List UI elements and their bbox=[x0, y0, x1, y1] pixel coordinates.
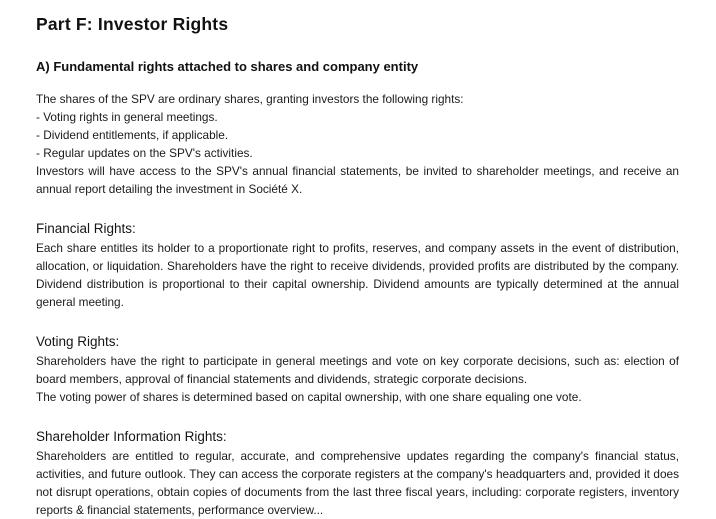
subsection-heading: Voting Rights: bbox=[36, 334, 120, 349]
intro-lead: The shares of the SPV are ordinary shares, granting investors the following rights: bbox=[36, 92, 464, 106]
bullet-item: - Regular updates on the SPV's activities. bbox=[36, 146, 253, 160]
subsection-heading: Shareholder Information Rights: bbox=[36, 429, 227, 444]
section-heading: A) Fundamental rights attached to shares and company entity bbox=[36, 59, 419, 74]
section-shareholder-information-rights bbox=[36, 429, 679, 519]
bullet-item: - Dividend entitlements, if applicable. bbox=[36, 128, 229, 142]
paragraph: The voting power of shares is determined based on capital ownership, with one share equaling one vote. bbox=[36, 390, 582, 404]
subsection-body bbox=[36, 352, 679, 406]
intro-paragraph bbox=[36, 90, 679, 198]
page-title: Part F: Investor Rights bbox=[36, 14, 229, 34]
subsection-body bbox=[36, 239, 679, 311]
bullet-item: - Voting rights in general meetings. bbox=[36, 110, 218, 124]
paragraph: Each share entitles its holder to a proportionate right to profits, reserves, and company assets in the event of distribution, allocation, or liquidation. Shareholders have the right to receive dividends, provided profits are distributed by the company. Dividend distribution is proportional to their capital ownership. Dividend amounts are typically determined at the annual general meeting. bbox=[36, 241, 679, 309]
section-voting-rights bbox=[36, 334, 679, 406]
paragraph: Shareholders have the right to participate in general meetings and vote on key corporate decisions, such as: election of board members, approval of financial statements and dividends, strategic corporate decisions. bbox=[36, 354, 679, 386]
intro-closing: Investors will have access to the SPV's annual financial statements, be invited to shareholder meetings, and receive an annual report detailing the investment in Société X. bbox=[36, 164, 679, 196]
subsection-body bbox=[36, 447, 679, 519]
subsection-heading: Financial Rights: bbox=[36, 221, 136, 236]
section-financial-rights bbox=[36, 221, 679, 311]
paragraph: Shareholders are entitled to regular, accurate, and comprehensive updates regarding the company's financial status, activities, and future outlook. They can access the corporate registers at the company's headquarters and, provided it does not disrupt operations, obtain copies of documents from the last three fiscal years, including: corporate registers, inventory reports & financial statements, performance overview... bbox=[36, 449, 679, 517]
